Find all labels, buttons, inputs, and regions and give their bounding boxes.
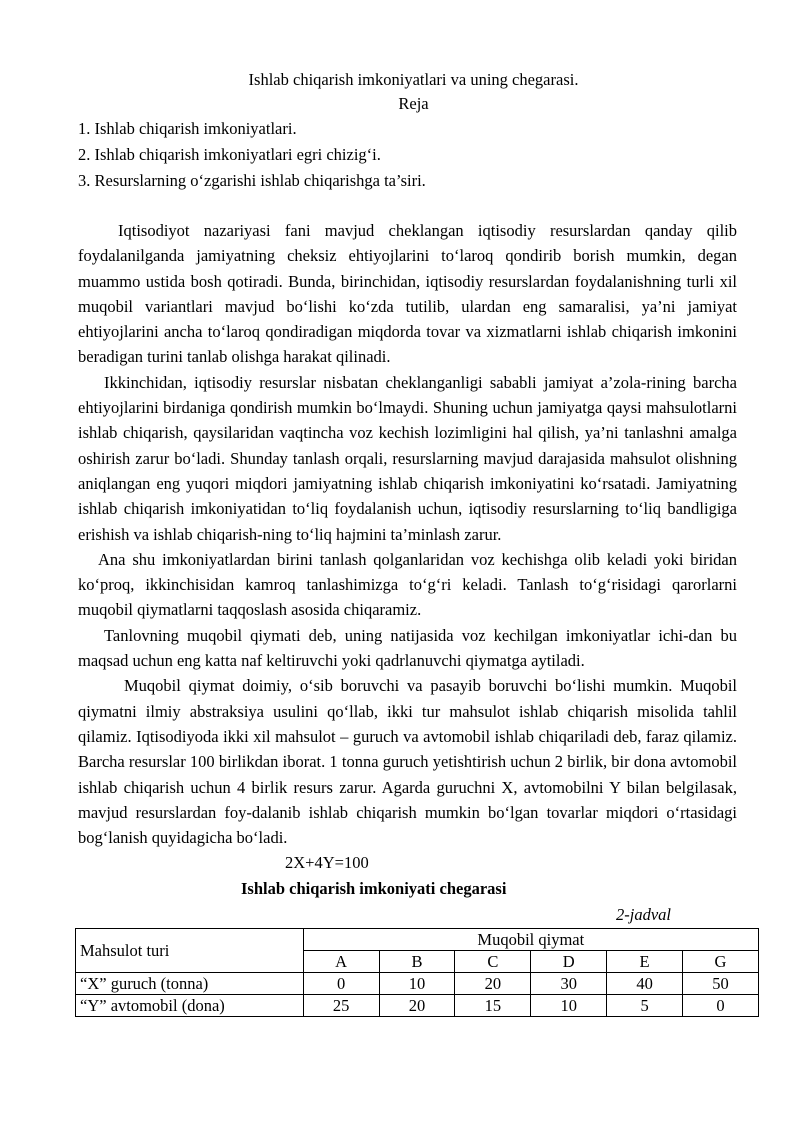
table-cell: 20 (379, 995, 455, 1017)
table-row (76, 973, 759, 995)
table-cell: 15 (455, 995, 531, 1017)
paragraph: Ana shu imkoniyatlardan birini tanlash qolganlaridan voz kechishga olib keladi yoki biridan ko‘proq, ikkinchisidan kamroq tanlashimizga to‘g‘ri keladi. Tanlash to‘g‘risidagi qarorlarni muqobil qiymatlarni taqqoslash asosida chiqaramiz. (78, 549, 737, 620)
document-page (78, 68, 737, 1017)
column-header: E (607, 951, 683, 973)
table-cell: 50 (683, 973, 759, 995)
paragraph: Iqtisodiyot nazariyasi fani mavjud cheklangan iqtisodiy resurslardan qanday qilib foydalanilganda jamiyatning cheksiz ehtiyojlarini to‘laroq qondirib borish mumkin, degan muammo ustida bosh qotiradi. Bunda, birinchidan, iqtisodiy resurslardan foydalanishning turli xil muqobil variantlari mavjud bo‘lishi ko‘zda tutilib, ulardan eng samaralisi, ya’ni jamiyat ehtiyojlarini ancha to‘laroq qondiradigan miqdorda tovar va xizmatlarni ishlab chiqarish imkonini beradigan turini tanlab olishga harakat qilinadi. (78, 221, 737, 367)
column-header: G (683, 951, 759, 973)
header-alt-cell: Muqobil qiymat (303, 929, 758, 951)
formula: 2X+4Y=100 (285, 853, 369, 873)
production-table (75, 928, 759, 1017)
plan-heading: Reja (398, 94, 429, 113)
table-title: Ishlab chiqarish imkoniyati chegarasi (241, 879, 507, 899)
paragraph: Muqobil qiymat doimiy, o‘sib boruvchi va pasayib boruvchi bo‘lishi mumkin. Muqobil qiymatni ilmiy abstraksiya usulini qo‘llab, ikki tur mahsulot ishlab chiqarish misolida tahlil qilamiz. Iqtisodiyoda ikki xil mahsulot – guruch va avtomobil ishlab chiqariladi deb, faraz qilamiz. Barcha resurslar 100 birlikdan iborat. 1 tonna guruch yetishtirish uchun 2 birlik, bir dona avtomobil ishlab chiqarish uchun 4 birlik resurs zarur. Agarda guruchni X, avtomobilni Y bilan belgilasak, mavjud resurslardan foy-dalanib ishlab chiqarish mumkin bo‘lgan tovarlar miqdori o‘rtasidagi bog‘lanish quyidagicha bo‘ladi. (78, 676, 737, 848)
table-cell: 5 (607, 995, 683, 1017)
table-cell: 0 (683, 995, 759, 1017)
row-label: “Y” avtomobil (dona) (76, 995, 304, 1017)
paragraph: Tanlovning muqobil qiymati deb, uning natijasida voz kechilgan imkoniyatlar ichi-dan bu maqsad uchun eng katta naf keltiruvchi yoki qadrlanuvchi qiymatga aytiladi. (78, 625, 737, 671)
column-header: C (455, 951, 531, 973)
plan-item: 1. Ishlab chiqarish imkoniyatlari. (78, 119, 297, 138)
column-header: D (531, 951, 607, 973)
table-number: 2-jadval (616, 905, 671, 925)
table-cell: 25 (303, 995, 379, 1017)
table-cell: 10 (379, 973, 455, 995)
plan-item: 3. Resurslarning o‘zgarishi ishlab chiqarishga ta’siri. (78, 171, 426, 190)
header-product-cell: Mahsulot turi (76, 929, 304, 973)
table-cell: 0 (303, 973, 379, 995)
paragraph: Ikkinchidan, iqtisodiy resurslar nisbatan cheklanganligi sababli jamiyat a’zola-rining barcha ehtiyojlarini birdaniga qondirish mumkin bo‘lmaydi. Shuning uchun jamiyatga qaysi mahsulotlarni ishlab chiqarish, qaysilaridan vaqtincha voz kechish lozimligini hal qilish, ya’ni tanlashni amalga oshirish zarur bo‘ladi. Shunday tanlash orqali, resurslarning mavjud darajasida mahsulot olishning aniqlangan eng yuqori miqdori jamiyatning ishlab chiqarish imkoniyatini ko‘rsatadi. Jamiyatning ishlab chiqarish imkoniyatidan to‘liq foydalanish uchun, iqtisodiy resurslarning to‘liq bandligiga erishish va ishlab chiqarish-ning to‘liq hajmini ta’minlash zarur. (78, 372, 737, 544)
document-title: Ishlab chiqarish imkoniyatlari va uning chegarasi. (248, 70, 579, 89)
table-row (76, 995, 759, 1017)
column-header: B (379, 951, 455, 973)
plan-list (78, 116, 737, 194)
plan-item: 2. Ishlab chiqarish imkoniyatlari egri chizig‘i. (78, 145, 381, 164)
row-label: “X” guruch (tonna) (76, 973, 304, 995)
table-cell: 30 (531, 973, 607, 995)
table-cell: 10 (531, 995, 607, 1017)
table-cell: 20 (455, 973, 531, 995)
table-header-row (76, 929, 759, 951)
table-cell: 40 (607, 973, 683, 995)
column-header: A (303, 951, 379, 973)
